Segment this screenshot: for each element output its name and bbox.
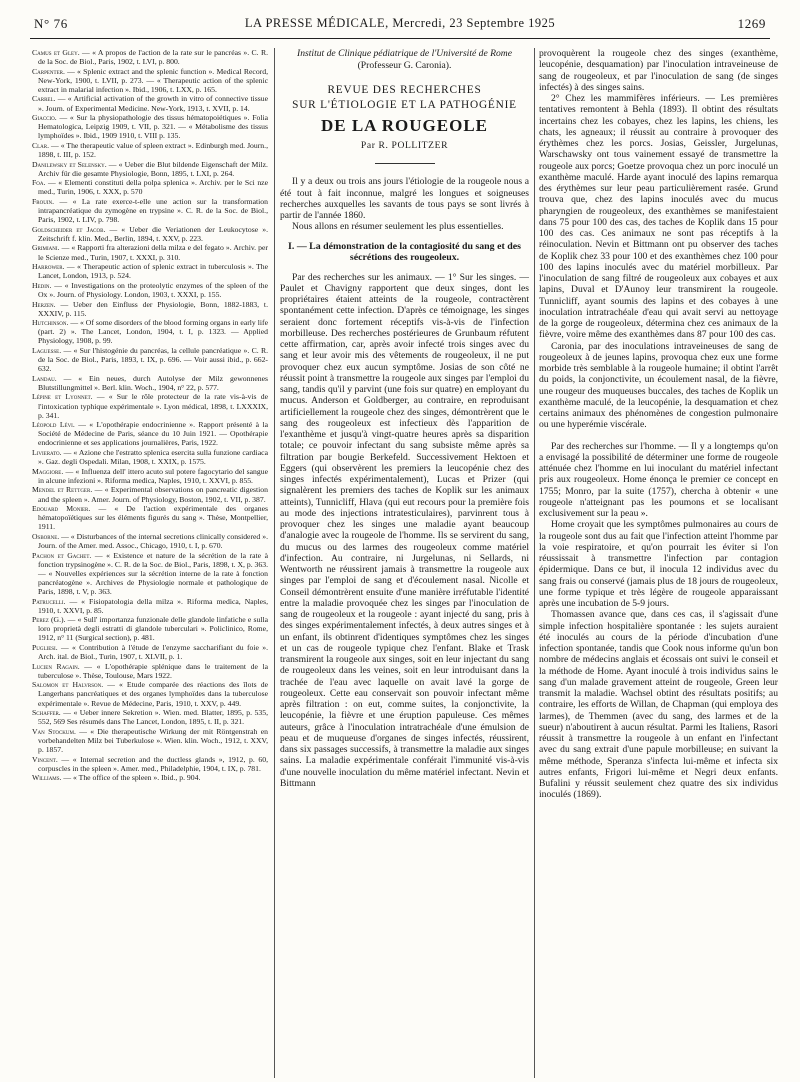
intro-paragraph-2: Nous allons en résumer seulement les plus essentielles. <box>292 221 504 233</box>
reference-entry <box>32 448 268 466</box>
article-title-line-2: SUR L'ÉTIOLOGIE ET LA PATHOGÉNIE <box>292 99 517 111</box>
reference-author: Landau. <box>32 373 57 383</box>
reference-entry <box>32 551 268 596</box>
reference-author: Maggiore. <box>32 466 64 476</box>
reference-entry <box>32 597 268 615</box>
reference-text: — « Of some disorders of the blood forming organs in early life (part. 2) ». The Lancet, London, 1904, t. I, p. 1323. — Applied Physiology, 1908, p. 99. <box>38 318 268 346</box>
reference-entry <box>32 467 268 485</box>
reference-entry <box>32 374 268 392</box>
reference-author: Mendel et Rettger. <box>32 485 93 495</box>
reference-text: — « Etude comparée des réactions des îlots de Langerhans pancréatiques et des organes lymphoïdes dans la tuberculose expérimentale ». Revue de Médecine, Paris, 1910, t. XXV, p. 449. <box>38 680 268 708</box>
reference-entry <box>32 300 268 318</box>
reference-author: Pugliesi. <box>32 643 58 652</box>
reference-entry <box>32 755 268 773</box>
reference-author: Frouin. <box>32 197 55 206</box>
reference-entry <box>32 262 268 280</box>
reference-text: — « Therapeutic action of splenic extract in tuberculosis ». The Lancet, London, 1913, p. 524. <box>38 262 268 281</box>
reference-text: — « A propos de l'action de la rate sur le pancréas ». C. R. de la Soc. de Biol., Paris, 1902, t. LVI, p. 800. <box>38 48 268 67</box>
institute-line: Institut de Clinique pédiatrique de l'Université de Rome <box>297 48 512 59</box>
reference-entry <box>32 243 268 261</box>
reference-entry <box>32 532 268 550</box>
reference-entry <box>32 67 268 94</box>
reference-text: — « De l'action expérimentale des organes hématopoïétiques sur les éléments figurés du sang ». Thèse, Montpellier, 1911. <box>38 504 268 532</box>
reference-author: Williams. <box>32 773 62 783</box>
reference-author: Salomon et Halvrson. <box>32 680 104 690</box>
mammals-paragraph: 2° Chez les mammifères inférieurs. — Les premières tentatives remontent à Behla (1893). Il obtint des résultats incertains chez les cobayes, chez les lapins, les chiens, les chats, les agneaux; il réussit au contraire à provoquer des érythèmes chez les porcs. Josias, Geissler, Jurgelunas, Warschawsky ont tous vainement essayé de transmettre la rougeole aux porcs; Goetze provoqua chez un porc inoculé un exanthème maculé. Harde ayant inoculé des lapins remarqua des érythèmes sur leur peau particulièrement rasée. Grund trouva que, chez des lapins inoculés avec du mucus pharyngien de rougeoleux, des exanthèmes se manifestaient dans 75 pour 100 des cas, des taches de Koplik dans 15 pour 100 des cas. Ces animaux ne sont pas réceptifs à la réinoculation. Nevin et Bittmann ont pu observer des taches de Koplik chez 33 pour 100 et des exanthèmes chez 100 pour 100 des lapins inoculés avec du matériel morbilleux. Par l'inoculation de sang filtré de rougeoleux aux cobayes et aux lapins, Duval et D'Aunoy leur transmirent la rougeole. Tunnicliff, ayant soumis des lapins et des cobayes à une inoculation intratrachéale d'eau qui avait servi au nettoyage de la gorge de rougeoleux, détermina chez ces animaux de la fièvre, voire même des exanthèmes dans 87 pour 100 des cas. <box>539 93 778 341</box>
reference-author: Osborne. <box>32 531 60 541</box>
reference-author: Léopold Lévi. <box>32 420 75 430</box>
reference-author: Laguesse. <box>32 346 62 355</box>
author-byline: Par R. POLLITZER <box>360 140 449 151</box>
reference-text: — Ueber den Einfluss der Physiologie, Bonn, 1882-1883, t. XXXIV, p. 115. <box>38 299 268 318</box>
intro-paragraph-1: Il y a deux ou trois ans jours l'étiologie de la rougeole nous a été tout à fait inconnue, malgré les longues et soigneuses recherches auxquelles les savants de tous pays se sont livrés à partir de l'année 1860. <box>280 176 529 221</box>
reference-text: — « Ueber innere Sekretion ». Wien. med. Blatter, 1895, p. 535, 552, 569 Ses résumés dans The Lancet, London, 1895, t. II, p. 321. <box>38 708 268 727</box>
reference-entry <box>32 485 268 503</box>
reference-text: — « The therapeutic value of spleen extract ». Edinburgh med. Journ., 1898, t. III, p. 152. <box>38 140 268 160</box>
reference-author: Patrucelli. <box>32 596 66 606</box>
reference-entry <box>32 141 268 159</box>
reference-entry <box>32 615 268 642</box>
continuation-paragraph: provoquèrent la rougeole chez des singes (exanthème, leucopénie, desquamation) par l'inoculation intraveineuse de sang de rougeoleux, et par l'inoculation de sang (de singes infectés) à des singes sains. <box>539 48 778 93</box>
reference-text: — « L'opothérapie endocrinienne ». Rapport présenté à la Société de Médecine de Paris, séance du 10 Juin 1921. — Opothérapie endocrinienne et ses applications journalières, Paris, 1922. <box>38 420 268 448</box>
reference-author: Edouard Monier. <box>32 504 91 514</box>
reference-text: — « L'opothérapie splénique dans le traitement de la tuberculose ». Thèse, Toulouse, Mars 1922. <box>38 661 268 680</box>
home-paragraph: Home croyait que les symptômes pulmonaires au cours de la rougeole sont dus au fait que l'infection atteint l'homme par la voie respiratoire, et qu'on pourrait les éviter si l'on réussissait à transmettre l'infection par contagion épidermique. Dans ce but, il inocula 12 individus avec du sang frais ou conservé (jamais plus de 18 jours de rougeoleux, une forme typique et très légère de rougeole apparaissant après une incubation de 5-9 jours. <box>539 519 778 609</box>
reference-entry <box>32 178 268 196</box>
reference-text: — « Sull' importanza funzionale delle glandole linfatiche e sulla loro proprietà degli estratti di glandole tuberculari ». Policlinico, Rome, 1912, n° 11 (Surgical section), p. 481. <box>38 615 268 643</box>
human-research-paragraph: Par des recherches sur l'homme. — Il y a longtemps qu'on a envisagé la possibilité de déterminer une forme de rougeole atténuée chez l'homme en lui inoculant du matériel infectant pris aux rougeoleux. Home énonça le premier ce concept en 1755; Monro, par la suite (1757), chercha à obtenir « une rougeole n'atteignant pas les poumons et se localisant exclusivement sur la peau ». <box>539 440 778 519</box>
reference-entry <box>32 346 268 373</box>
reference-text: — « Disturbances of the internal secretions clinically considered ». Journ. of the Amer. med. Assoc., Chicago, 1910, t. I, p. 670. <box>38 531 268 550</box>
reference-author: Foa. <box>32 178 46 188</box>
reference-author: Giaccio. <box>32 113 57 123</box>
reference-author: Clar. <box>32 140 50 150</box>
reference-text: — « Splenic extract and the splenic function ». Medical Record, New-York, 1900, t. LVII, p. 273. — « Therapeutic action of the splenic extract in malarial infection ». Ibid., 1906, t. LXX, p. 165. <box>38 66 268 94</box>
reference-author: Grimiani. <box>32 243 60 253</box>
thomassen-paragraph: Thomassen avance que, dans ces cas, il s'agissait d'une simple infection hospitalière spontanée : les sujets auraient été inoculés au cours de la période d'incubation d'une infection spontanée, tandis que Cook nous informe qu'un bon nombre de médecins anglais et écossais ont suivi le conseil et la méthode de Home. Ayant inoculé à trois individus sains le sang d'un malade gravement atteint de rougeole, Green leur transmit la maladie. Wachsel obtint des résultats positifs; au contraire, les efforts de Willan, de Chapman (qui employa des larmes), de Themmen (avec du sang, des larmes et de la sueur) n'aboutirent à aucun résultat. Parmi les Italiens, Rasori réussit à transmettre la rougeole à un enfant en l'infectant avec du sang extrait d'une papule morbilleuse; en suivant la même méthode, Speranza s'infecta lui-même et infecta six autres enfants, Frigori lui-même et Negri deux enfants. Bufalini y réussit seulement chez quatre des six individus inoculés (1869). <box>539 609 778 801</box>
column-rule-left <box>274 48 275 1078</box>
reference-text: — « Azione che l'estratto splenica esercita sulla funzione cardiaca ». Gaz. degli Ospedali. Milan, 1908, t. XXIX, p. 1575. <box>38 448 268 467</box>
reference-entry <box>32 662 268 680</box>
animal-research-paragraph: Par des recherches sur les animaux. — 1° Sur les singes. — Paulet et Chavigny rapportent que deux singes, dont les propriétaires étaient atteints de la rougeole, contractèrent spontanément cette infection. D'après ce témoignage, les singes seraient donc fortement réceptifs vis-à-vis de l'infection morbilleuse. Des recherches postérieures de Grunbaum réfutent cette affirmation, car, après avoir infecté trois singes avec du sang et leur avoir mis des vêtements de rougeoleux, il ne put provoquer chez eux aucun symptôme. Josias de son côté ne réussit point à transmettre la rougeole aux singes par l'emploi du sang, tandis qu'il y parvint (une fois sur quatre) en employant du mucus. Anderson et Goldberger, au contraire, en reproduisant artificiellement la rougeole chez des singes, démontrèrent que le sang des rougeoleux est infectieux dès l'apparition de l'exanthème et jusqu'à vingt-quatre heures après sa disparition totale; ce pouvoir infectant du sang subsiste même après sa filtration par bougie Berkefeld. Successivement Hektoen et Eggers (qui observèrent les premiers la leucopénie chez des singes infectés expérimentalement), Lucas et Prizer (qui signalèrent les premiers des taches de Koplik sur les animaux atteints), Tunnicliff, Hlava (qui eut recours pour la première fois au mode des injections intratesticulaires), parvinrent tous à provoquer chez les singes une maladie ayant beaucoup d'analogie avec la rougeole de l'homme. Ils se servirent du sang, du mucus ou des larmes des rougeoleux comme matériel d'infection. Au contraire, ni Jurgelunas, ni Sellards, ni Wentworth ne réussirent jamais à transmettre la rougeole aux singes par l'emploi de sang et d'écoulement nasal. Nicolle et Conseil démontrèrent ensuite d'une manière irréfutable l'identité entre la maladie provoquée chez les singes par l'inoculation de sang de rougeoleux et la rougeole : ayant injecté du sang, pris à des singes expérimentalement infectés, à deux autres singes et à un enfant, ils obtinrent d'identiques symptômes chez les singes et un cas de rougeole typique chez l'enfant. Blake et Trask transmirent la rougeole aux singes, soit en leur injectant du sang de rougeoleux dans les veines, soit en leur introduisant dans la trachée de l'eau avec laquelle on avait lavé la gorge de rougeoleux. Cette eau conservait son pouvoir infectant même après filtration : on eut, comme suites, la conjonctivite, la leucopénie, la fièvre et une éruption papuleuse. Ces mêmes auteurs, grâce à l'inoculation intratrachéale d'une émulsion de peau et de muqueuse d'organes de singes infectés, réussirent, dans six passages successifs, à transmettre la maladie aux singes sains. La maladie expérimentale conférait l'immunité vis-à-vis d'une nouvelle inoculation du même matériel infectant. Nevin et Bittmann <box>280 271 529 789</box>
reference-text: — « Sur la physiopathologie des tissus hématopoiétiques ». Folia Hematologica, Leipzig 1909, t. VII, p. 321. — « Métabolisme des tissus lymphoïdes ». Ibid., 1909 1910, t. VIII p. 135. <box>38 113 268 141</box>
reference-entry <box>32 643 268 661</box>
page-number-left: N° 76 <box>34 16 68 31</box>
reference-text: — « Existence et nature de la sécrétion de la rate à fonction trypsinogène ». C. R. de la Soc. de Biol., Paris, 1898, t. X, p. 363. — « Nouvelles expériences sur la sécrétion interne de la rate à fonction pancréatogène ». Archives de Physiologie normale et pathologique de Paris, 1898, t. V, p. 363. <box>38 550 268 596</box>
bibliography-column <box>32 48 268 1078</box>
article-title-line-1: REVUE DES RECHERCHES <box>327 84 482 96</box>
reference-author: Carrel. <box>32 94 56 104</box>
reference-entry <box>32 318 268 345</box>
page-number-right: 1269 <box>737 16 766 31</box>
reference-author: Carpenter. <box>32 66 65 76</box>
reference-author: Goldscheider et Jacob. <box>32 224 106 234</box>
reference-author: Danilewsky et Selensky. <box>32 159 107 169</box>
article-column-middle <box>280 48 529 1078</box>
reference-author: Hutchinson. <box>32 318 69 328</box>
page-header <box>30 6 770 39</box>
reference-text: — « Internal secretion and the ductless glands », 1912, p. 60, corpuscles in the spleen ». Amer. med., Philadelphie, 1904, t. IX, p. 781. <box>38 754 268 773</box>
reference-text: — « Die therapeutische Wirkung der mit Röntgenstrah en vorbehandelten Milz bei Tuberkulose ». Wien. klin. Woch., 1912, t. XXV, p. 1857. <box>38 726 268 755</box>
reference-text: — « Fisiopatologia della milza ». Riforma medica, Naples, 1910, t. XXVI, p. 85. <box>38 596 268 615</box>
reference-text: — « La rate exerce-t-elle une action sur la transformation intrapancréatique du zymogène en trypsine ». C. R. de la Soc. de Biol., Paris, 1902, t. LIV, p. 798. <box>38 197 268 225</box>
reference-text: — « The office of the spleen ». Ibid., p. 904. <box>61 773 201 783</box>
reference-author: Hedin. <box>32 280 52 290</box>
reference-text: — « Artificial activation of the growth in vitro of connective tissue ». Journ. of Experimental Medicine. New-York, 1913, t. XVII, p. 14. <box>38 94 268 113</box>
article-column-right <box>539 48 778 1078</box>
reference-text: — « Ueber die Blut bildende Eigenschaft der Milz. Archiv für die gesamte Physiologie, Bonn, 1895, t. LXI, p. 264. <box>38 159 268 178</box>
reference-text: — « Contribution à l'étude de l'enzyme saccharifiant du foie ». Arch. ital. de Biol., Turin, 1907, t. XLVII, p. 1. <box>38 643 268 662</box>
reference-entry <box>32 680 268 707</box>
reference-text: — « Ein neues, durch Autolyse der Milz gewonnenes Blutstillungmittel ». Berl. klin. Woch., 1904, n° 22, p. 577. <box>38 373 268 392</box>
reference-entry <box>32 773 268 782</box>
section-heading-1: I. — La démonstration de la contagiosité du sang et des sécrétions des rougeoleux. <box>288 240 521 263</box>
reference-text: — « Investigations on the proteolytic enzymes of the spleen of the Ox ». Journ. of Physiology. London, 1903, t. XXXI, p. 155. <box>38 280 268 299</box>
reference-author: Harrower. <box>32 262 65 272</box>
reference-author: Camus et Gley. <box>32 48 80 57</box>
running-title: LA PRESSE MÉDICALE, Mercredi, 23 Septembre 1925 <box>244 16 556 30</box>
reference-text: — « Experimental observations on pancreatic digestion and the spleen ». Amer. Journ. of Physiology, Boston, 1902, t. VII, p. 387. <box>38 485 268 504</box>
reference-author: Herzen. <box>32 299 56 309</box>
reference-text: — « Ueber die Veriationen der Leukocytose ». Zeitschrift f. klin. Med., Berlin, 1894, t. XXV, p. 223. <box>38 224 268 243</box>
title-separator <box>375 163 435 164</box>
professor-line: (Professeur G. Caronia). <box>357 60 452 71</box>
reference-entry <box>32 708 268 726</box>
reference-entry <box>32 392 268 419</box>
reference-entry <box>32 504 268 531</box>
reference-author: Lucien Ragain. <box>32 661 80 671</box>
article-title-main: DE LA ROUGEOLE <box>320 116 489 135</box>
reference-text: — « Rapporti fra alterazioni della milza e del fegato ». Archiv. per le Scienze med., Turin, 1907, t. XXXI, p. 310. <box>38 243 268 262</box>
reference-text: — « Sur l'histogénie du pancréas, la cellule pancréatique ». C. R. de la Soc. de Biol., Paris, 1893, t. IX, p. 696. — Voir aussi ibid., p. 662-632. <box>38 346 268 374</box>
reference-entry <box>32 281 268 299</box>
reference-entry <box>32 94 268 112</box>
reference-entry <box>32 160 268 178</box>
reference-author: Vincent. <box>32 754 58 764</box>
reference-entry <box>32 48 268 66</box>
reference-author: Pachon et Gachet. <box>32 550 92 560</box>
reference-author: Lépine et Lyonnet. <box>32 392 93 402</box>
reference-text: — « Influenza dell' ittero acuto sul potere fagocytario del sangue in alcune infezioni ». Riforma medica, Naples, 1910, t. XXVI, p. 855. <box>38 466 268 485</box>
reference-entry <box>32 225 268 243</box>
column-rule-right <box>534 48 535 1078</box>
reference-text: — « Elementi constituti della polpa splenica ». Archiv. per le Sci nze med., Turin, 1906, t. XXX, p. 570 <box>38 178 268 197</box>
reference-entry <box>32 197 268 224</box>
reference-text: — « Sur le rôle protecteur de la rate vis-à-vis de l'intoxication typhique expérimentale ». Lyon médical, 1898, t. LXXXIX, p. 341. <box>38 392 268 420</box>
reference-author: Schaffer. <box>32 708 61 718</box>
caronia-paragraph: Caronia, par des inoculations intraveineuses de sang de rougeoleux à de jeunes lapins, provoqua chez eux une forme morbide très semblable à la rougeole humaine; il obtint l'arrêt du poids, la conjonctivite, un écoulement nasal, de la fièvre, une rougeur des muqueuses buccales, des taches de Koplik un exanthème maculé, de la leucopénie, la desquamation et chez certains animaux des phénomènes de congestion pulmonaire ou une hyperémie viscérale. <box>539 340 778 431</box>
reference-entry <box>32 727 268 754</box>
reference-author: Perez (G.). <box>32 615 66 625</box>
reference-author: Livierato. <box>32 448 62 458</box>
reference-author: Van Stockum. <box>32 726 76 736</box>
reference-entry <box>32 113 268 140</box>
reference-entry <box>32 420 268 447</box>
